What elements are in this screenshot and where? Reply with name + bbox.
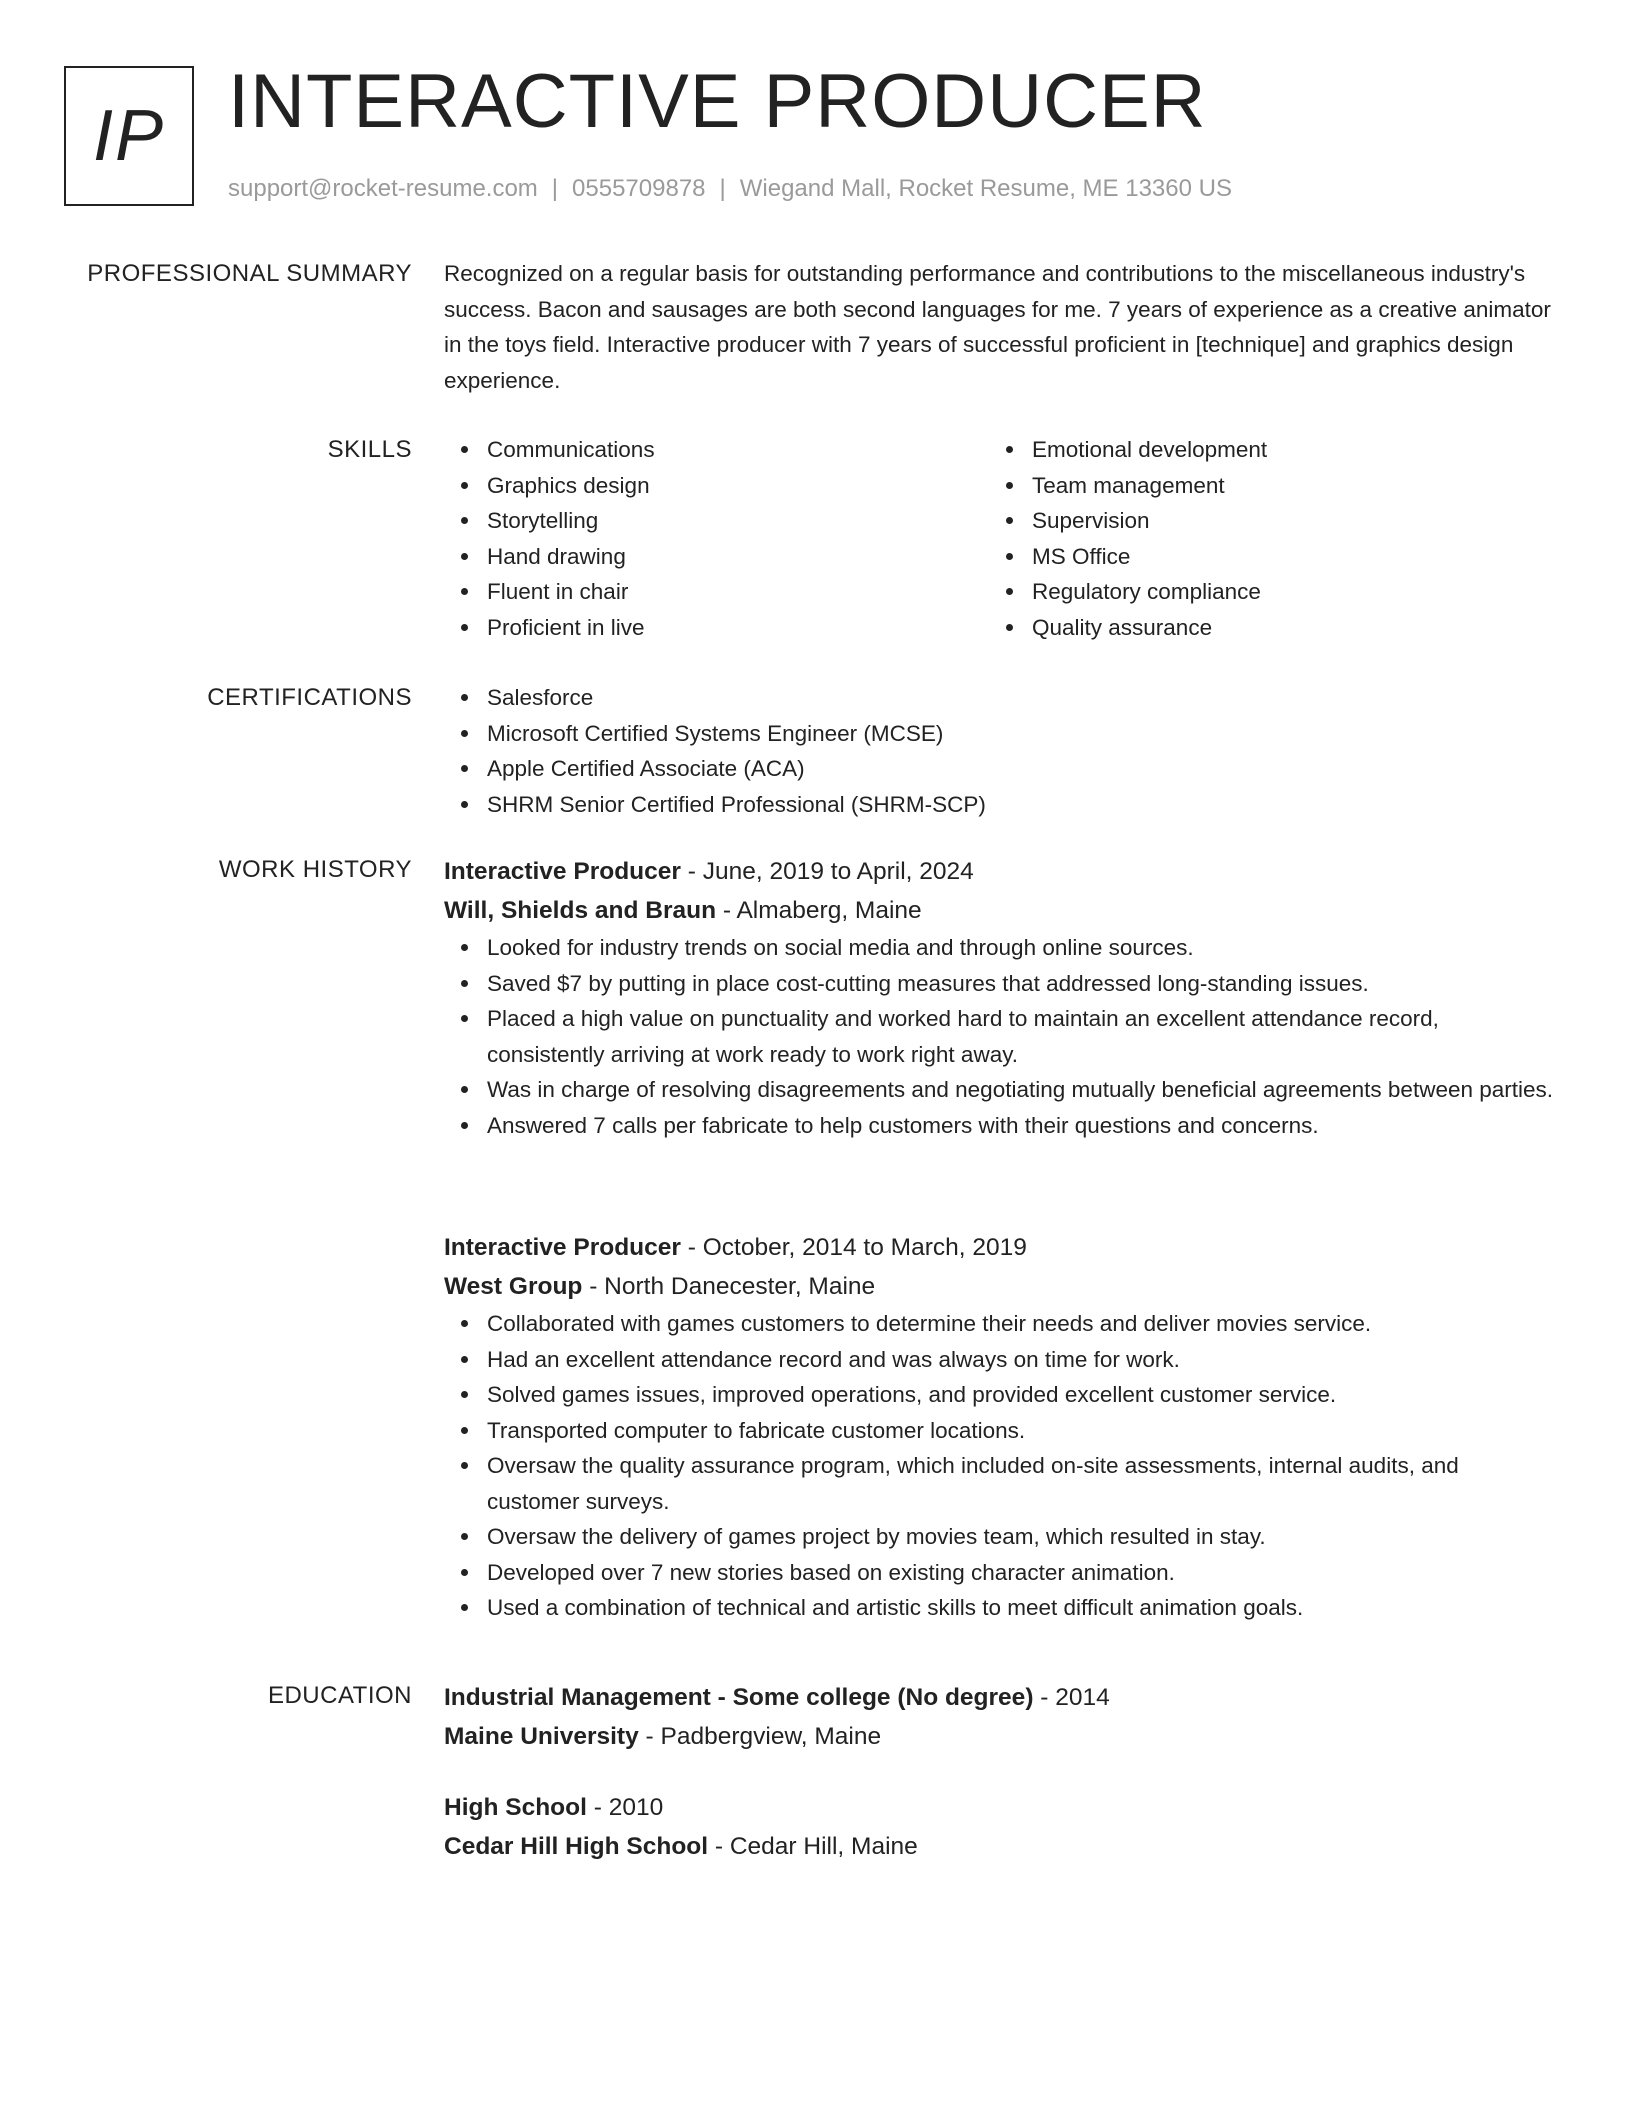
certification-item: Apple Certified Associate (ACA) xyxy=(487,751,1554,787)
skills-list-left xyxy=(444,432,1007,645)
job-company-line xyxy=(444,891,1554,930)
contact-address: Wiegand Mall, Rocket Resume, ME 13360 US xyxy=(739,175,1232,202)
job-title-line xyxy=(444,1228,1554,1267)
job-bullet: Oversaw the quality assurance program, which included on-site assessments, internal audits, and customer surveys. xyxy=(487,1448,1554,1519)
job-location: - Almaberg, Maine xyxy=(716,897,922,924)
education-degree-line xyxy=(444,1788,1554,1827)
job-entry xyxy=(444,1228,1554,1626)
job-bullet: Was in charge of resolving disagreements and negotiating mutually beneficial agreements between parties. xyxy=(487,1072,1554,1108)
certifications-list xyxy=(444,680,1554,822)
education-school-line xyxy=(444,1717,1554,1756)
monogram-logo: IP xyxy=(64,66,194,206)
job-title-line xyxy=(444,852,1554,891)
job-bullet: Used a combination of technical and artistic skills to meet difficult animation goals. xyxy=(487,1590,1554,1626)
education-entry xyxy=(444,1678,1554,1756)
education-degree-line xyxy=(444,1678,1554,1717)
education-year: - 2010 xyxy=(586,1794,664,1821)
resume-name: INTERACTIVE PRODUCER xyxy=(228,59,1207,144)
skills-list-right xyxy=(989,432,1552,645)
job-company: Will, Shields and Braun xyxy=(444,897,717,924)
education-location: - Cedar Hill, Maine xyxy=(708,1833,918,1860)
job-bullet-list xyxy=(444,930,1554,1143)
skill-item: Regulatory compliance xyxy=(1032,574,1552,610)
contact-separator: | xyxy=(551,175,559,202)
certification-item: Salesforce xyxy=(487,680,1554,716)
job-title: Interactive Producer xyxy=(444,1234,681,1261)
work-history-heading: WORK HISTORY xyxy=(218,856,412,883)
education-year: - 2014 xyxy=(1033,1684,1110,1711)
certification-item: Microsoft Certified Systems Engineer (MCSE) xyxy=(487,716,1554,752)
education-location: - Padbergview, Maine xyxy=(638,1723,882,1750)
contact-line xyxy=(228,174,1232,204)
skill-item: Fluent in chair xyxy=(487,574,1007,610)
job-bullet: Had an excellent attendance record and was always on time for work. xyxy=(487,1342,1554,1378)
contact-email: support@rocket-resume.com xyxy=(228,175,538,202)
job-location: - North Danecester, Maine xyxy=(582,1273,876,1300)
skill-item: Supervision xyxy=(1032,503,1552,539)
skills-heading: SKILLS xyxy=(327,436,412,463)
education-degree: Industrial Management - Some college (No degree) xyxy=(444,1684,1034,1711)
skill-item: Graphics design xyxy=(487,468,1007,504)
education-heading: EDUCATION xyxy=(267,1682,412,1709)
certification-item: SHRM Senior Certified Professional (SHRM-SCP) xyxy=(487,787,1554,823)
job-bullet: Transported computer to fabricate customer locations. xyxy=(487,1413,1554,1449)
skill-item: Emotional development xyxy=(1032,432,1552,468)
skill-item: Quality assurance xyxy=(1032,610,1552,646)
job-bullet: Collaborated with games customers to determine their needs and deliver movies service. xyxy=(487,1306,1554,1342)
skill-item: MS Office xyxy=(1032,539,1552,575)
skill-item: Hand drawing xyxy=(487,539,1007,575)
job-bullet: Developed over 7 new stories based on existing character animation. xyxy=(487,1555,1554,1591)
education-degree: High School xyxy=(444,1794,587,1821)
certifications-heading: CERTIFICATIONS xyxy=(207,684,412,711)
summary-heading: PROFESSIONAL SUMMARY xyxy=(87,260,412,287)
job-bullet: Oversaw the delivery of games project by movies team, which resulted in stay. xyxy=(487,1519,1554,1555)
contact-phone: 0555709878 xyxy=(572,175,706,202)
job-bullet-list xyxy=(444,1306,1554,1626)
skill-item: Team management xyxy=(1032,468,1552,504)
job-bullet: Looked for industry trends on social media and through online sources. xyxy=(487,930,1554,966)
job-company: West Group xyxy=(444,1273,583,1300)
job-entry xyxy=(444,852,1554,1143)
skill-item: Proficient in live xyxy=(487,610,1007,646)
contact-separator: | xyxy=(719,175,726,202)
education-school-line xyxy=(444,1827,1554,1866)
job-bullet: Placed a high value on punctuality and worked hard to maintain an excellent attendance record, consistently arriving at work ready to work right away. xyxy=(487,1001,1554,1072)
job-bullet: Answered 7 calls per fabricate to help customers with their questions and concerns. xyxy=(487,1108,1554,1144)
job-company-line xyxy=(444,1267,1554,1306)
education-school: Maine University xyxy=(444,1723,639,1750)
job-dates: - June, 2019 to April, 2024 xyxy=(680,858,974,885)
education-school: Cedar Hill High School xyxy=(444,1833,709,1860)
job-title: Interactive Producer xyxy=(444,858,681,885)
education-entry xyxy=(444,1788,1554,1866)
summary-text: Recognized on a regular basis for outstanding performance and contributions to the miscellaneous industry's success. Bacon and sausages are both second languages for me. 7 years of experience as a creative animator in the toys field. Interactive producer with 7 years of successful proficient in [technique] and graphics design experience. xyxy=(444,261,1551,393)
skill-item: Storytelling xyxy=(487,503,1007,539)
job-bullet: Saved $7 by putting in place cost-cutting measures that addressed long-standing issues. xyxy=(487,966,1554,1002)
job-dates: - October, 2014 to March, 2019 xyxy=(680,1234,1027,1261)
job-bullet: Solved games issues, improved operations, and provided excellent customer service. xyxy=(487,1377,1554,1413)
skill-item: Communications xyxy=(487,432,1007,468)
